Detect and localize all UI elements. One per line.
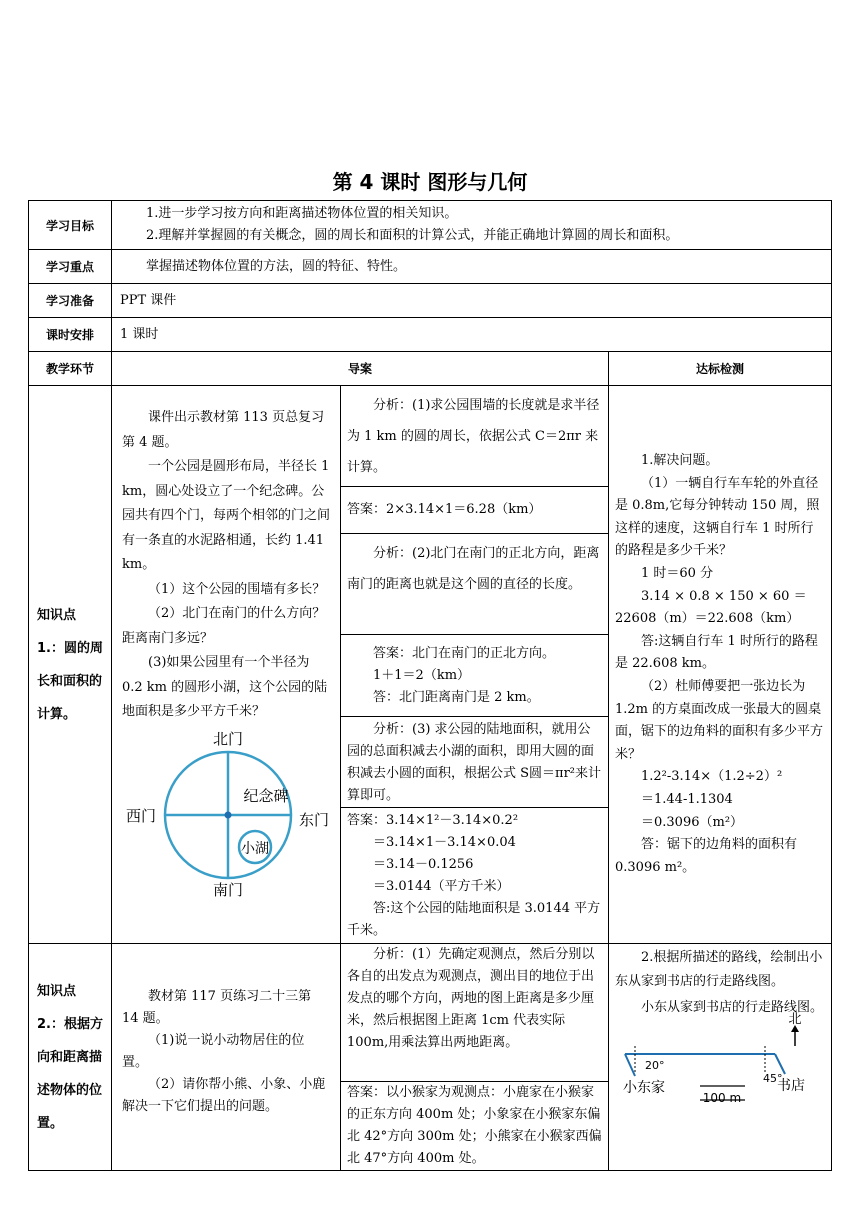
kp1-analysis-3 (340, 716, 609, 808)
park-diagram (122, 729, 332, 899)
kp1-analysis-1-text: 分析：(1)求公园围墙的长度就是求半径为 1 km 的圆的周长，依据公式 C＝2πr 来计算。 (347, 398, 600, 475)
kp1-answer-3-line-5: 答:这个公园的陆地面积是 3.0144 平方千米。 (347, 901, 601, 938)
prep-text: PPT 课件 (111, 283, 832, 318)
north-gate-label: 北门 (212, 729, 244, 748)
kp1-check-9: ＝0.3096（m²） (641, 814, 744, 830)
kp2-answer-text: 答案：以小猴家为观测点：小鹿家在小猴家的正东方向 400m 处；小象家在小猴家东偏北 42°方向 300m 处；小熊家在小猴家西偏北 47°方向 400m 处。 (347, 1085, 602, 1166)
focus-text: 掌握描述物体位置的方法，圆的特征、特性。 (146, 259, 407, 274)
kp1-analysis-2 (340, 533, 609, 635)
goal-cell (111, 200, 832, 250)
header-check: 达标检测 (608, 351, 832, 386)
angle-20-label: 20° (645, 1059, 665, 1072)
route-map (615, 1012, 815, 1105)
kp2-analysis-text: 分析：(1）先确定观测点，然后分别以各自的出发点为观测点，测出目的地位于出发点的哪个方向，两地的图上距离是多少厘米，然后根据图上距离 1cm 代表实际 100m,用乘法算出两地距离。 (347, 947, 595, 1050)
kp1-label: 知识点 1.：圆的周长和面积的计算。 (28, 385, 112, 944)
kp1-answer-3-line-1: 答案：3.14×1²－3.14×0.2² (347, 813, 519, 828)
kp1-intro-cell (111, 385, 341, 944)
kp1-intro-4: （2）北门在南门的什么方向？距离南门多远？ (122, 606, 326, 646)
map-north-label: 北 (788, 1012, 802, 1027)
east-gate-label: 东门 (298, 810, 330, 829)
kp1-intro-2: 一个公园是圆形布局，半径长 1 km，圆心处设立了一个纪念碑。公园共有四个门，每两个相邻的门之间有一条直的水泥路相通，长约 1.41 km。 (122, 459, 343, 572)
kp2-label: 知识点 2.：根据方向和距离描述物体的位置。 (28, 943, 112, 1171)
kp1-answer-3-line-4: ＝3.0144（平方千米） (373, 879, 510, 894)
goal-label: 学习目标 (28, 200, 112, 250)
kp2-analysis (340, 943, 609, 1082)
kp1-analysis-2-text: 分析：(2)北门在南门的正北方向，距离南门的距离也就是这个圆的直径的长度。 (347, 546, 600, 592)
kp1-intro-5: (3)如果公园里有一个半径为 0.2 km 的圆形小湖，这个公园的陆地面积是多少平方千米？ (122, 655, 328, 719)
goal-item-2: 2.理解并掌握圆的有关概念，圆的周长和面积的计算公式，并能正确地计算圆的周长和面积。 (146, 228, 679, 243)
kp1-check-cell (608, 385, 832, 944)
kp1-answer-3-line-3: ＝3.14－0.1256 (373, 857, 474, 872)
time-text: 1 课时 (111, 317, 832, 352)
angle-45-label: 45° (763, 1072, 783, 1085)
goal-item-1: 1.进一步学习按方向和距离描述物体位置的相关知识。 (146, 206, 458, 221)
monument-point (225, 811, 232, 818)
time-label: 课时安排 (28, 317, 112, 352)
route-start (625, 1054, 635, 1076)
monument-label: 纪念碑 (243, 786, 289, 805)
kp1-check-7: 1.2²-3.14×（1.2÷2）² (641, 769, 783, 785)
kp1-check-1: 1.解决问题。 (641, 453, 719, 468)
kp1-analysis-1 (340, 385, 609, 487)
focus-cell (111, 249, 832, 284)
kp1-answer-2-line-3: 答：北门距离南门是 2 km。 (373, 690, 540, 705)
kp1-answer-2-line-2: 1＋1＝2（km） (373, 668, 471, 683)
kp2-check-1: 2.根据所描述的路线，绘制出小东从家到书店的行走路线图。 (615, 950, 823, 989)
kp2-intro-3: （2）请你帮小熊、小象、小鹿解决一下它们提出的问题。 (122, 1077, 326, 1114)
header-stage: 教学环节 (28, 351, 112, 386)
header-guide: 导案 (111, 351, 609, 386)
kp1-answer-3-line-2: ＝3.14×1－3.14×0.04 (373, 835, 516, 850)
kp1-check-8: ＝1.44-1.1304 (641, 791, 733, 807)
route-end (775, 1054, 785, 1074)
kp2-intro-2: （1)说一说小动物居住的位置。 (122, 1033, 305, 1070)
kp1-answer-2 (340, 634, 609, 717)
kp1-analysis-3-text: 分析：(3) 求公园的陆地面积，就用公园的总面积减去小湖的面积，即用大圆的面积减去小圆的面积，根据公式 S圆＝πr²来计算即可。 (347, 722, 602, 803)
kp1-check-6: （2）杜师傅要把一张边长为 1.2m 的方桌面改成一张最大的圆桌面，锯下的边角料的面积有多少平方米？ (615, 678, 824, 762)
store-label: 书店 (777, 1078, 805, 1094)
kp1-check-2: （1）一辆自行车车轮的外直径是 0.8m,它每分钟转动 150 周，照这样的速度，这辆自行车 1 时所行的路程是多少千米？ (615, 475, 820, 559)
kp1-answer-3 (340, 807, 609, 944)
kp1-intro-3: （1）这个公园的围墙有多长？ (148, 581, 326, 597)
kp2-check-2: 小东从家到书店的行走路线图。 (641, 1000, 824, 1015)
kp2-intro-1: 教材第 117 页练习二十三第 14 题。 (122, 989, 312, 1026)
home-label: 小东家 (623, 1080, 665, 1096)
kp1-answer-2-line-1: 答案：北门在南门的正北方向。 (373, 646, 556, 661)
scale-label: 100 m (702, 1091, 742, 1105)
kp2-answer (340, 1081, 609, 1171)
focus-label: 学习重点 (28, 249, 112, 284)
kp2-check-cell (608, 943, 832, 1171)
kp1-check-4: 3.14 × 0.8 × 150 × 60 ＝ 22608（m）＝22.608（km） (615, 588, 807, 627)
kp1-check-5: 答:这辆自行车 1 时所行的路程是 22.608 km。 (615, 633, 818, 672)
page-title: 第 4 课时 图形与几何 (332, 170, 528, 194)
kp1-intro-1: 课件出示教材第 113 页总复习第 4 题。 (122, 410, 325, 450)
west-gate-label: 西门 (125, 806, 157, 825)
lake-label: 小湖 (241, 840, 269, 857)
south-gate-label: 南门 (212, 880, 244, 899)
kp1-check-3: 1 时＝60 分 (641, 565, 714, 581)
kp1-check-10: 答：锯下的边角料的面积有 0.3096 m²。 (615, 837, 798, 875)
prep-label: 学习准备 (28, 283, 112, 318)
kp2-intro-cell (111, 943, 341, 1171)
kp1-answer-1: 答案：2×3.14×1＝6.28（km） (340, 486, 609, 534)
